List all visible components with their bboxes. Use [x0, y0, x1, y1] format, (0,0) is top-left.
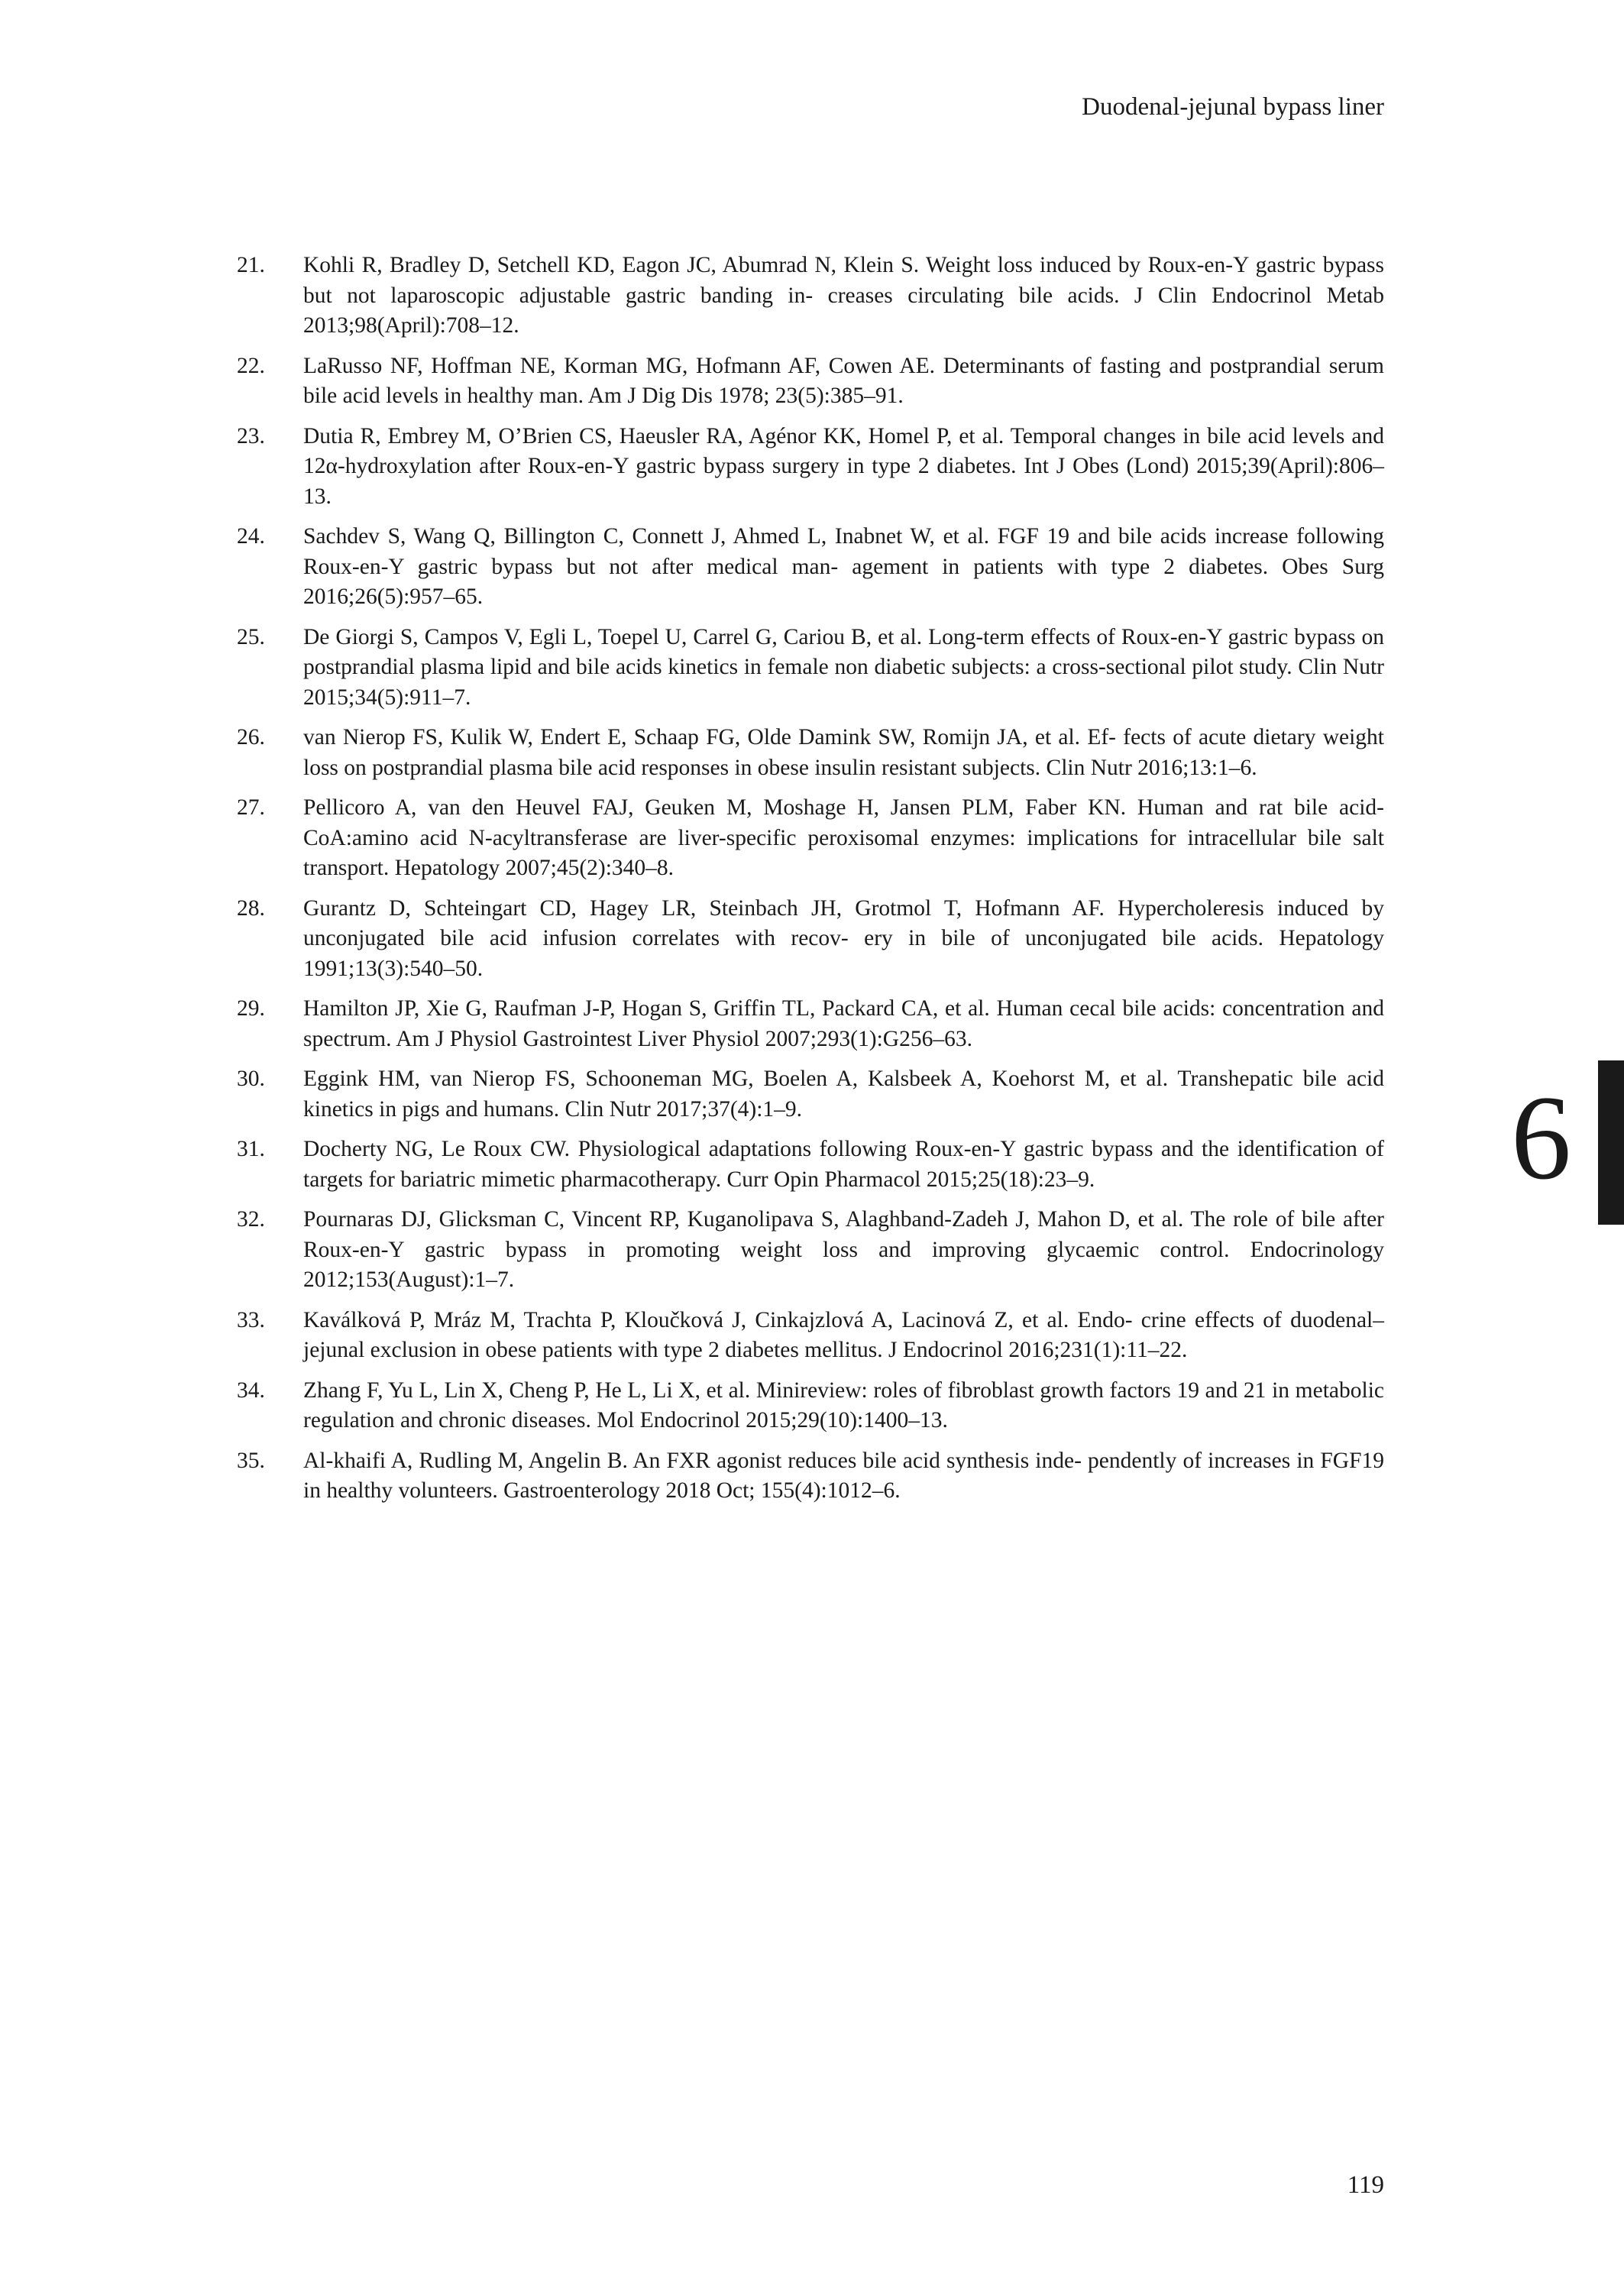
chapter-tab-marker [1598, 1060, 1624, 1225]
reference-text: Docherty NG, Le Roux CW. Physiological adaptations following Roux-en-Y gastric bypass and the identification of targets for bariatric mimetic pharmacotherapy. Curr Opin Pharmacol 2015;25(18):23–9. [303, 1137, 1384, 1192]
reference-text: LaRusso NF, Hoffman NE, Korman MG, Hofmann AF, Cowen AE. Determinants of fasting and postprandial serum bile acid levels in healthy man. Am J Dig Dis 1978; 23(5):385–91. [303, 353, 1384, 408]
reference-number: 21. [237, 253, 265, 277]
reference-number: 35. [237, 1448, 265, 1473]
reference-item [237, 251, 1384, 342]
reference-text: Pournaras DJ, Glicksman C, Vincent RP, Kuganolipava S, Alaghband-Zadeh J, Mahon D, et al. The role of bile after Roux-en-Y gastric bypass in promoting weight loss and improving glycaemic control. Endocrinology 2012;153(August):1–7. [303, 1207, 1384, 1292]
reference-text: Al-khaifi A, Rudling M, Angelin B. An FXR agonist reduces bile acid synthesis inde- pendently of increases in FGF19 in healthy volunteers. Gastroenterology 2018 Oct; 155(4):1012–6. [303, 1448, 1384, 1503]
reference-number: 33. [237, 1307, 265, 1332]
reference-text: van Nierop FS, Kulik W, Endert E, Schaap FG, Olde Damink SW, Romijn JA, et al. Ef- fects of acute dietary weight loss on postprandial plasma bile acid responses in obese insulin resistant subjects. Clin Nutr 2016;13:1–6. [303, 725, 1384, 780]
reference-text: Sachdev S, Wang Q, Billington C, Connett J, Ahmed L, Inabnet W, et al. FGF 19 and bile acids increase following Roux-en-Y gastric bypass but not after medical man- agement in patients with type 2 diabetes. Obes Surg 2016;26(5):957–65. [303, 524, 1384, 609]
reference-item [237, 1064, 1384, 1125]
reference-text: Gurantz D, Schteingart CD, Hagey LR, Steinbach JH, Grotmol T, Hofmann AF. Hypercholeresis induced by unconjugated bile acid infusion correlates with recov- ery in bile of unconjugated bile acids. Hepatology 1991;13(3):540–50. [303, 895, 1384, 981]
reference-number: 26. [237, 725, 265, 749]
reference-text: Dutia R, Embrey M, O’Brien CS, Haeusler RA, Agénor KK, Homel P, et al. Temporal changes in bile acid levels and 12α-hydroxylation after Roux-en-Y gastric bypass surgery in type 2 diabetes. Int J Obes (Lond) 2015;39(April):806–13. [303, 423, 1384, 509]
reference-number: 22. [237, 353, 265, 378]
reference-number: 34. [237, 1377, 265, 1403]
reference-item [237, 422, 1384, 513]
reference-number: 32. [237, 1207, 265, 1232]
reference-number: 28. [237, 895, 265, 921]
reference-text: Kohli R, Bradley D, Setchell KD, Eagon JC, Abumrad N, Klein S. Weight loss induced by Roux-en-Y gastric bypass but not laparoscopic adjustable gastric banding in- creases circulating bile acids. J Clin Endocrinol Metab 2013;98(April):708–12. [303, 253, 1384, 338]
reference-number: 30. [237, 1067, 265, 1091]
reference-number: 23. [237, 423, 265, 448]
reference-text: Kaválková P, Mráz M, Trachta P, Kloučková J, Cinkajzlová A, Lacinová Z, et al. Endo- crine effects of duodenal–jejunal exclusion in obese patients with type 2 diabetes mellitus. J Endocrinol 2016;231(1):11–22. [303, 1307, 1384, 1362]
reference-number: 27. [237, 795, 265, 820]
running-header-title: Duodenal-jejunal bypass liner [1082, 93, 1384, 121]
reference-item [237, 351, 1384, 412]
reference-number: 25. [237, 624, 265, 649]
reference-item [237, 1376, 1384, 1436]
reference-text: Pellicoro A, van den Heuvel FAJ, Geuken M, Moshage H, Jansen PLM, Faber KN. Human and rat bile acid-CoA:amino acid N-acyltransferase are liver-specific peroxisomal enzymes: implications for intracellular bile salt transport. Hepatology 2007;45(2):340–8. [303, 795, 1384, 880]
page-number: 119 [1347, 2171, 1384, 2199]
reference-item [237, 522, 1384, 613]
reference-item [237, 994, 1384, 1054]
reference-item [237, 793, 1384, 884]
reference-text: Eggink HM, van Nierop FS, Schooneman MG, Boelen A, Kalsbeek A, Koehorst M, et al. Transhepatic bile acid kinetics in pigs and humans. Clin Nutr 2017;37(4):1–9. [303, 1067, 1384, 1122]
reference-text: Zhang F, Yu L, Lin X, Cheng P, He L, Li X, et al. Minireview: roles of fibroblast growth factors 19 and 21 in metabolic regulation and chronic diseases. Mol Endocrinol 2015;29(10):1400–13. [303, 1377, 1384, 1432]
reference-item [237, 1306, 1384, 1366]
chapter-number: 6 [1511, 1071, 1571, 1205]
reference-item [237, 1135, 1384, 1195]
reference-item [237, 623, 1384, 714]
reference-item [237, 1205, 1384, 1296]
reference-number: 31. [237, 1137, 265, 1161]
reference-text: De Giorgi S, Campos V, Egli L, Toepel U, Carrel G, Cariou B, et al. Long-term effects of Roux-en-Y gastric bypass on postprandial plasma lipid and bile acids kinetics in female non diabetic subjects: a cross-sectional pilot study. Clin Nutr 2015;34(5):911–7. [303, 624, 1384, 710]
reference-item [237, 894, 1384, 985]
reference-number: 29. [237, 996, 265, 1021]
reference-number: 24. [237, 524, 265, 549]
reference-item [237, 723, 1384, 783]
reference-item [237, 1446, 1384, 1507]
reference-text: Hamilton JP, Xie G, Raufman J-P, Hogan S, Griffin TL, Packard CA, et al. Human cecal bile acids: concentration and spectrum. Am J Physiol Gastrointest Liver Physiol 2007;293(1):G256–63. [303, 996, 1384, 1051]
reference-list [237, 251, 1384, 1517]
